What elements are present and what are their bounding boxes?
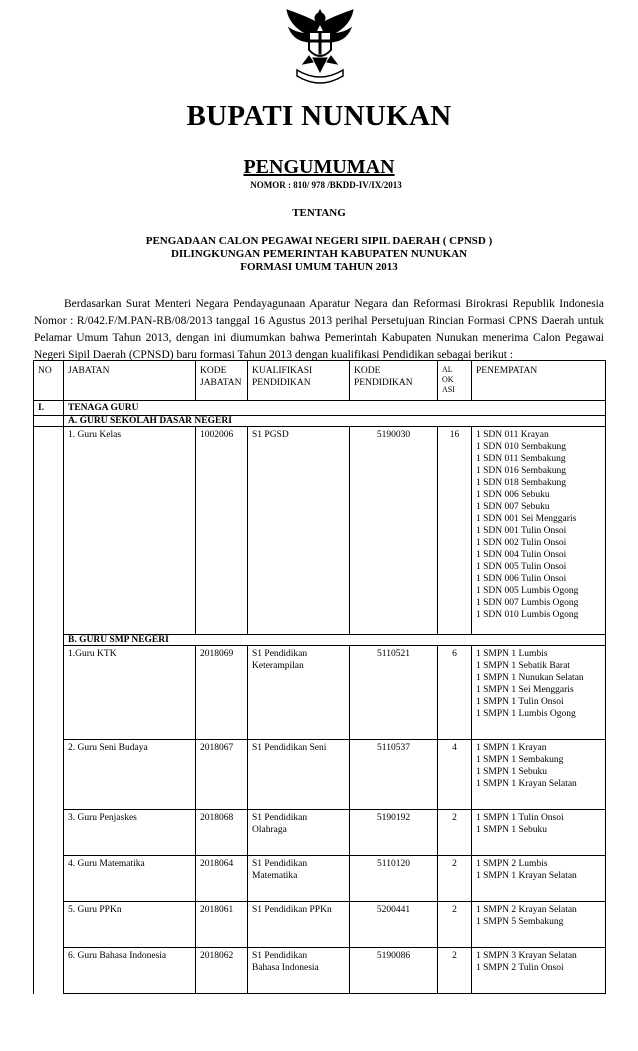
- kode-jabatan-cell: 2018061: [196, 902, 248, 948]
- alokasi-cell: 4: [438, 740, 472, 810]
- header-text: KODE: [200, 366, 227, 376]
- group-row: [34, 635, 606, 646]
- penempatan-item: 1 SDN 011 Sembakung: [476, 454, 566, 464]
- group-row: [34, 416, 606, 427]
- subject-line: DILINGKUNGAN PEMERINTAH KABUPATEN NUNUKAN: [170, 248, 468, 260]
- penempatan-cell: [472, 856, 606, 902]
- jabatan-cell: 1.Guru KTK: [64, 646, 196, 740]
- penempatan-item: 1 SMPN 1 Sebuku: [476, 767, 547, 777]
- alokasi-cell: 16: [438, 427, 472, 635]
- kode-pendidikan-cell: 5190192: [350, 810, 438, 856]
- kode-pendidikan-cell: 5190086: [350, 948, 438, 994]
- header-kualifikasi: [248, 361, 350, 401]
- section-title: TENAGA GURU: [64, 401, 606, 416]
- group-b-rows: [34, 646, 606, 994]
- penempatan-item: 1 SDN 007 Lumbis Ogong: [476, 598, 579, 608]
- tentang-heading: TENTANG: [292, 207, 346, 219]
- kode-jabatan-cell: 2018062: [196, 948, 248, 994]
- jabatan-cell: 4. Guru Matematika: [64, 856, 196, 902]
- header-jabatan: JABATAN: [64, 361, 196, 401]
- empty-cell: [34, 902, 64, 948]
- penempatan-item: 1 SMPN 1 Tulin Onsoi: [476, 697, 564, 707]
- jabatan-cell: 5. Guru PPKn: [64, 902, 196, 948]
- empty-cell: [34, 646, 64, 740]
- table-row: [34, 902, 606, 948]
- subject-line: PENGADAAN CALON PEGAWAI NEGERI SIPIL DAERAH ( CPNSD ): [145, 235, 493, 247]
- kualifikasi-text: S1 Pendidikan: [252, 951, 308, 961]
- kode-jabatan-cell: 2018069: [196, 646, 248, 740]
- penempatan-item: 1 SDN 007 Sebuku: [476, 502, 550, 512]
- kode-jabatan-cell: 2018067: [196, 740, 248, 810]
- announcement-heading: [0, 156, 638, 179]
- empty-cell: [34, 427, 64, 635]
- kode-pendidikan-cell: 5200441: [350, 902, 438, 948]
- header-text: PENDIDIKAN: [252, 378, 311, 388]
- kualifikasi-cell: [248, 740, 350, 810]
- kualifikasi-cell: [248, 902, 350, 948]
- group-a-title: A. GURU SEKOLAH DASAR NEGERI: [64, 416, 606, 427]
- header-text: AL: [442, 365, 453, 374]
- penempatan-item: 1 SDN 005 Tulin Onsoi: [476, 562, 567, 572]
- header-text: KUALIFIKASI: [252, 366, 313, 376]
- empty-cell: [34, 416, 64, 427]
- penempatan-cell: [472, 948, 606, 994]
- alokasi-cell: 2: [438, 948, 472, 994]
- penempatan-item: 1 SDN 005 Lumbis Ogong: [476, 586, 579, 596]
- header-text: JABATAN: [200, 378, 242, 388]
- kode-jabatan-cell: 2018068: [196, 810, 248, 856]
- kualifikasi-text: Keterampilan: [252, 661, 304, 671]
- subject-line: FORMASI UMUM TAHUN 2013: [240, 261, 398, 273]
- empty-cell: [34, 740, 64, 810]
- intro-paragraph: [34, 296, 604, 364]
- penempatan-item: 1 SMPN 1 Lumbis: [476, 649, 548, 659]
- penempatan-item: 1 SDN 018 Sembakung: [476, 478, 566, 488]
- kode-pendidikan-cell: 5190030: [350, 427, 438, 635]
- table-row: [34, 810, 606, 856]
- penempatan-item: 1 SDN 011 Krayan: [476, 430, 549, 440]
- group-a-rows: [34, 427, 606, 635]
- kualifikasi-text: Bahasa Indonesia: [252, 963, 319, 973]
- kualifikasi-text: S1 PGSD: [252, 430, 289, 440]
- header-text: KODE: [354, 366, 381, 376]
- penempatan-cell: [472, 740, 606, 810]
- empty-cell: [34, 810, 64, 856]
- penempatan-item: 1 SDN 004 Tulin Onsoi: [476, 550, 567, 560]
- kualifikasi-text: S1 Pendidikan: [252, 813, 308, 823]
- penempatan-item: 1 SMPN 1 Sebuku: [476, 825, 547, 835]
- penempatan-item: 1 SMPN 1 Sembakung: [476, 755, 564, 765]
- empty-cell: [34, 856, 64, 902]
- table-row: [34, 427, 606, 635]
- penempatan-item: 1 SDN 010 Lumbis Ogong: [476, 610, 579, 620]
- header-kode-pendidikan: [350, 361, 438, 401]
- header-alokasi: [438, 361, 472, 401]
- penempatan-item: 1 SMPN 1 Krayan Selatan: [476, 779, 577, 789]
- kualifikasi-text: S1 Pendidikan: [252, 859, 308, 869]
- jabatan-cell: 2. Guru Seni Budaya: [64, 740, 196, 810]
- penempatan-cell: [472, 902, 606, 948]
- penempatan-cell: [472, 646, 606, 740]
- kode-pendidikan-cell: 5110120: [350, 856, 438, 902]
- penempatan-item: 1 SDN 001 Sei Menggaris: [476, 514, 577, 524]
- penempatan-item: 1 SMPN 1 Krayan: [476, 743, 547, 753]
- jabatan-cell: 3. Guru Penjaskes: [64, 810, 196, 856]
- table-header-row: [34, 361, 606, 401]
- kualifikasi-text: S1 Pendidikan: [252, 649, 308, 659]
- penempatan-item: 1 SMPN 2 Lumbis: [476, 859, 548, 869]
- kode-pendidikan-cell: 5110521: [350, 646, 438, 740]
- alokasi-cell: 2: [438, 856, 472, 902]
- penempatan-item: 1 SMPN 1 Sei Menggaris: [476, 685, 574, 695]
- penempatan-item: 1 SDN 006 Sebuku: [476, 490, 550, 500]
- jabatan-cell: 6. Guru Bahasa Indonesia: [64, 948, 196, 994]
- penempatan-item: 1 SMPN 1 Nunukan Selatan: [476, 673, 584, 683]
- alokasi-cell: 2: [438, 902, 472, 948]
- kualifikasi-text: S1 Pendidikan PPKn: [252, 905, 332, 915]
- kualifikasi-cell: [248, 948, 350, 994]
- table-row: [34, 646, 606, 740]
- penempatan-item: 1 SMPN 5 Sembakung: [476, 917, 564, 927]
- penempatan-item: 1 SDN 002 Tulin Onsoi: [476, 538, 567, 548]
- alokasi-cell: 2: [438, 810, 472, 856]
- kualifikasi-text: S1 Pendidikan Seni: [252, 743, 327, 753]
- header-penempatan: PENEMPATAN: [472, 361, 606, 401]
- penempatan-item: 1 SMPN 1 Sebatik Barat: [476, 661, 570, 671]
- kualifikasi-text: Olahraga: [252, 825, 287, 835]
- subject-block: [0, 235, 638, 274]
- empty-cell: [34, 635, 64, 646]
- empty-cell: [34, 948, 64, 994]
- penempatan-item: 1 SMPN 1 Lumbis Ogong: [476, 709, 576, 719]
- kualifikasi-cell: [248, 646, 350, 740]
- penempatan-item: 1 SMPN 2 Tulin Onsoi: [476, 963, 564, 973]
- penempatan-item: 1 SDN 001 Tulin Onsoi: [476, 526, 567, 536]
- table-row: [34, 740, 606, 810]
- kualifikasi-text: Matematika: [252, 871, 298, 881]
- formation-table: [33, 360, 606, 994]
- header-text: ASI: [442, 385, 455, 394]
- header-text: PENDIDIKAN: [354, 378, 413, 388]
- section-no: I.: [34, 401, 64, 416]
- jabatan-cell: 1. Guru Kelas: [64, 427, 196, 635]
- table-row: [34, 948, 606, 994]
- penempatan-item: 1 SMPN 1 Tulin Onsoi: [476, 813, 564, 823]
- alokasi-cell: 6: [438, 646, 472, 740]
- penempatan-cell: [472, 427, 606, 635]
- penempatan-item: 1 SMPN 3 Krayan Selatan: [476, 951, 577, 961]
- penempatan-item: 1 SDN 006 Tulin Onsoi: [476, 574, 567, 584]
- header-text: OK: [442, 375, 454, 384]
- penempatan-item: 1 SDN 010 Sembakung: [476, 442, 566, 452]
- kode-jabatan-cell: 2018064: [196, 856, 248, 902]
- section-row: [34, 401, 606, 416]
- kualifikasi-cell: [248, 427, 350, 635]
- header-no: NO: [34, 361, 64, 401]
- penempatan-item: 1 SMPN 2 Krayan Selatan: [476, 905, 577, 915]
- group-b-title: B. GURU SMP NEGERI: [64, 635, 606, 646]
- announcement-label: PENGUMUMAN: [243, 156, 395, 178]
- kode-jabatan-cell: 1002006: [196, 427, 248, 635]
- penempatan-item: 1 SDN 016 Sembakung: [476, 466, 566, 476]
- document-number: NOMOR : 810/ 978 /BKDD-IV/IX/2013: [250, 180, 402, 190]
- page-title: BUPATI NUNUKAN: [186, 100, 452, 132]
- kode-pendidikan-cell: 5110537: [350, 740, 438, 810]
- kualifikasi-cell: [248, 856, 350, 902]
- garuda-emblem-icon: [285, 6, 355, 86]
- intro-text: Berdasarkan Surat Menteri Negara Pendayagunaan Aparatur Negara dan Reformasi Birokrasi Republik Indonesia Nomor : R/042.F/M.PAN-RB/08/2013 tanggal 16 Agustus 2013 perihal Persetujuan Rincian Formasi CPNS Daerah untuk Pelamar Umum Tahun 2013, dengan ini diumumkan bahwa Pemerintah Kabupaten Nunukan menerima Calon Pegawai Negeri Sipil Daerah (CPNSD) baru formasi Tahun 2013 dengan kualifikasi Pendidikan sebagai berikut :: [34, 298, 604, 361]
- table-row: [34, 856, 606, 902]
- header-kode-jabatan: [196, 361, 248, 401]
- penempatan-item: 1 SMPN 1 Krayan Selatan: [476, 871, 577, 881]
- kualifikasi-cell: [248, 810, 350, 856]
- penempatan-cell: [472, 810, 606, 856]
